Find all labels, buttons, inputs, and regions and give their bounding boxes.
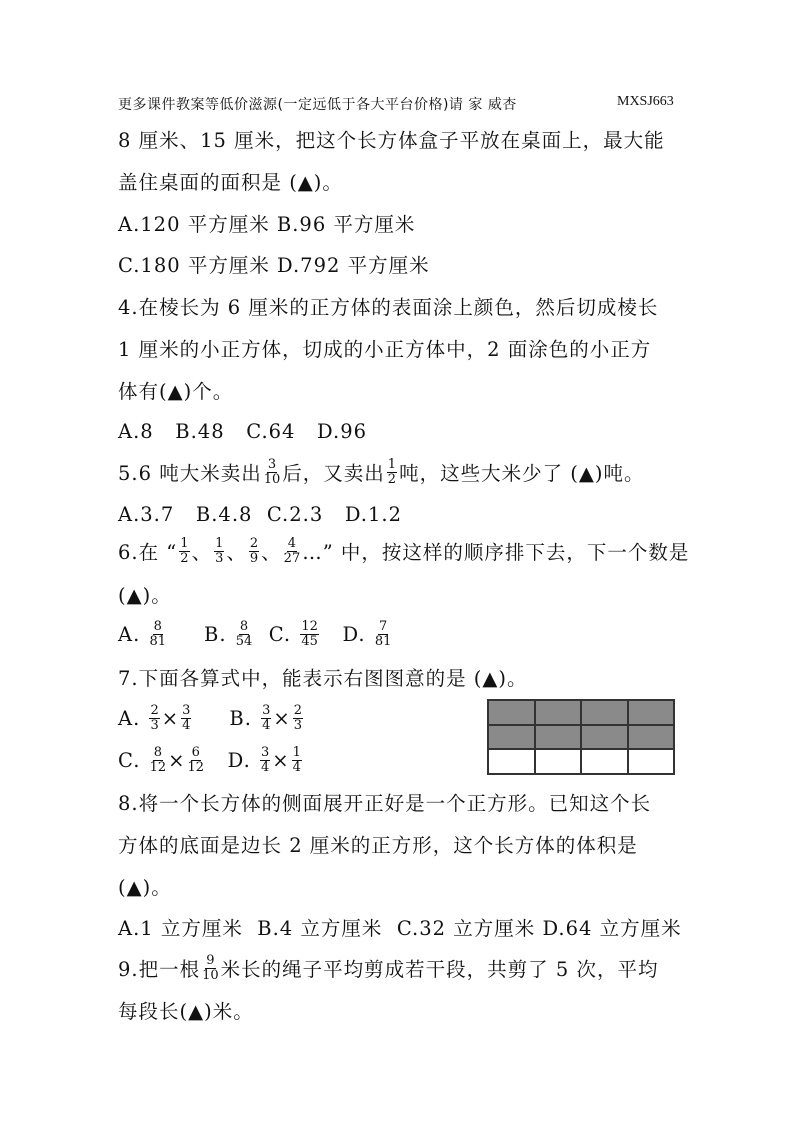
text-line: [118, 614, 393, 654]
numerator: 8: [239, 618, 249, 634]
text-segment: ×: [273, 706, 291, 730]
text-segment: 、: [261, 541, 282, 564]
text-line: [118, 657, 528, 697]
text-segment: A.3.7 B.4.8 C.2.3 D.1.2: [118, 502, 403, 526]
text-line: [118, 494, 402, 534]
fraction: [292, 746, 302, 775]
fraction: [179, 537, 189, 566]
text-line: [118, 328, 651, 368]
text-line: [118, 244, 430, 284]
shaded-cell: [581, 700, 628, 725]
fraction: [214, 537, 224, 566]
text-line: [118, 740, 304, 780]
empty-cell: [488, 749, 535, 774]
shaded-cell: [628, 725, 675, 750]
text-segment: A.1 立方厘米 B.4 立方厘米 C.32 立方厘米 D.64 立方厘米: [118, 917, 682, 940]
text-segment: ×: [161, 706, 180, 730]
text-line: [118, 866, 172, 906]
text-segment: A.: [118, 706, 148, 730]
denominator: 81: [374, 633, 392, 649]
numerator: 2: [249, 535, 259, 551]
denominator: 4: [261, 759, 270, 775]
text-segment: 每段长(▲)米。: [118, 1000, 254, 1023]
denominator: 3: [293, 717, 303, 733]
shaded-cell: [535, 700, 582, 725]
text-segment: …” 中，按这样的顺序排下去，下一个数是: [302, 541, 690, 564]
fraction: [149, 704, 159, 733]
numerator: 1: [292, 744, 301, 760]
text-segment: ×: [168, 748, 186, 772]
text-line: [118, 990, 254, 1030]
numerator: 2: [293, 702, 303, 718]
empty-cell: [535, 749, 582, 774]
text-segment: 、: [191, 541, 213, 564]
fraction: [261, 704, 271, 733]
fraction: [181, 704, 191, 733]
text-line: [118, 203, 415, 243]
text-line: [118, 452, 644, 492]
fraction: [188, 746, 205, 775]
numerator: 4: [287, 535, 297, 551]
text-segment: 方体的底面是边长 2 厘米的正方形，这个长方体的体积是: [118, 834, 638, 857]
denominator: 3: [150, 717, 159, 733]
text-segment: ×: [272, 748, 290, 772]
text-segment: 8 厘米、15 厘米，把这个长方体盒子平放在桌面上，最大能: [118, 129, 665, 152]
fraction: [264, 458, 281, 487]
text-segment: 8.将一个长方体的侧面展开正好是一个正方形。已知这个长: [118, 792, 652, 815]
numerator: 3: [262, 702, 271, 718]
numerator: 3: [261, 744, 270, 760]
text-segment: D.: [206, 748, 258, 772]
text-segment: (▲)。: [118, 876, 172, 899]
denominator: 3: [215, 550, 224, 566]
numerator: 1: [387, 456, 397, 472]
text-segment: 体有(▲)个。: [118, 380, 234, 403]
text-segment: (▲)。: [118, 584, 172, 607]
fraction: [300, 620, 319, 649]
text-segment: 7.下面各算式中，能表示右图图意的是 (▲)。: [118, 667, 528, 690]
text-line: [118, 824, 638, 864]
text-line: [118, 531, 689, 571]
numerator: 1: [215, 535, 224, 551]
shaded-cell: [535, 725, 582, 750]
fraction: [236, 620, 253, 649]
text-segment: A.8 B.48 C.64 D.96: [118, 419, 368, 443]
fraction: [149, 620, 166, 649]
denominator: 2: [387, 471, 397, 487]
text-line: [118, 907, 682, 947]
denominator: 9: [249, 550, 259, 566]
shaded-cell: [581, 725, 628, 750]
text-segment: A.: [118, 622, 148, 646]
text-line: [118, 286, 658, 326]
denominator: 4: [262, 717, 271, 733]
shaded-cell: [488, 725, 535, 750]
empty-cell: [628, 749, 675, 774]
text-segment: C.: [118, 748, 148, 772]
numerator: 8: [153, 618, 162, 634]
fraction: [249, 537, 259, 566]
text-line: [118, 161, 343, 201]
denominator: 10: [263, 471, 281, 487]
header-code: MXSJ663: [617, 94, 674, 109]
shaded-cell: [488, 700, 535, 725]
numerator: 1: [180, 535, 189, 551]
fraction: [375, 620, 392, 649]
fraction: [284, 537, 301, 566]
text-segment: C.180 平方厘米 D.792 平方厘米: [118, 254, 430, 277]
text-segment: 米长的绳子平均剪成若干段，共剪了 5 次，平均: [220, 958, 659, 981]
denominator: 12: [149, 759, 167, 775]
fraction: [150, 746, 167, 775]
fraction: [202, 954, 219, 983]
header-banner: 更多课件教案等低价滋源(一定远低于各大平台价格)请 家 威杏: [118, 97, 517, 113]
fraction-grid-figure: [487, 699, 675, 775]
text-line: [118, 411, 367, 451]
text-segment: 吨，这些大米少了 (▲)吨。: [399, 462, 645, 485]
numerator: 8: [153, 744, 163, 760]
denominator: 4: [292, 759, 301, 775]
text-segment: 4.在棱长为 6 厘米的正方体的表面涂上颜色，然后切成棱长: [118, 296, 659, 319]
text-segment: 1 厘米的小正方体，切成的小正方体中，2 面涂色的小正方: [118, 338, 652, 361]
text-segment: D.: [320, 622, 373, 646]
text-segment: A.120 平方厘米 B.96 平方厘米: [118, 213, 416, 236]
text-segment: 后，又卖出: [282, 462, 385, 485]
text-segment: B.: [168, 622, 234, 646]
denominator: 54: [235, 633, 253, 649]
text-segment: 9.把一根: [118, 958, 201, 981]
text-segment: 6.在 “: [118, 541, 178, 564]
numerator: 3: [182, 702, 191, 718]
fraction: [260, 746, 270, 775]
denominator: 4: [182, 717, 191, 733]
text-line: [118, 370, 233, 410]
denominator: 10: [202, 967, 219, 983]
fraction: [387, 458, 397, 487]
denominator: 81: [149, 633, 167, 649]
shaded-cell: [628, 700, 675, 725]
text-line: [118, 119, 665, 159]
denominator: 45: [301, 633, 318, 649]
denominator: 12: [187, 759, 205, 775]
text-segment: C.: [254, 622, 299, 646]
denominator: 27: [283, 550, 301, 566]
numerator: 9: [206, 952, 215, 968]
numerator: 12: [301, 618, 318, 634]
numerator: 6: [191, 744, 200, 760]
text-segment: 盖住桌面的面积是 (▲)。: [118, 171, 343, 194]
text-line: [118, 782, 651, 822]
numerator: 7: [378, 618, 388, 634]
fraction: [293, 704, 303, 733]
text-segment: 5.6 吨大米卖出: [118, 462, 262, 485]
text-line: [118, 948, 658, 988]
text-segment: 、: [226, 541, 247, 564]
numerator: 2: [150, 702, 159, 718]
numerator: 3: [267, 456, 277, 472]
text-line: [118, 574, 172, 614]
denominator: 2: [180, 550, 189, 566]
empty-cell: [581, 749, 628, 774]
text-line: [118, 698, 305, 738]
text-segment: B.: [193, 706, 260, 730]
